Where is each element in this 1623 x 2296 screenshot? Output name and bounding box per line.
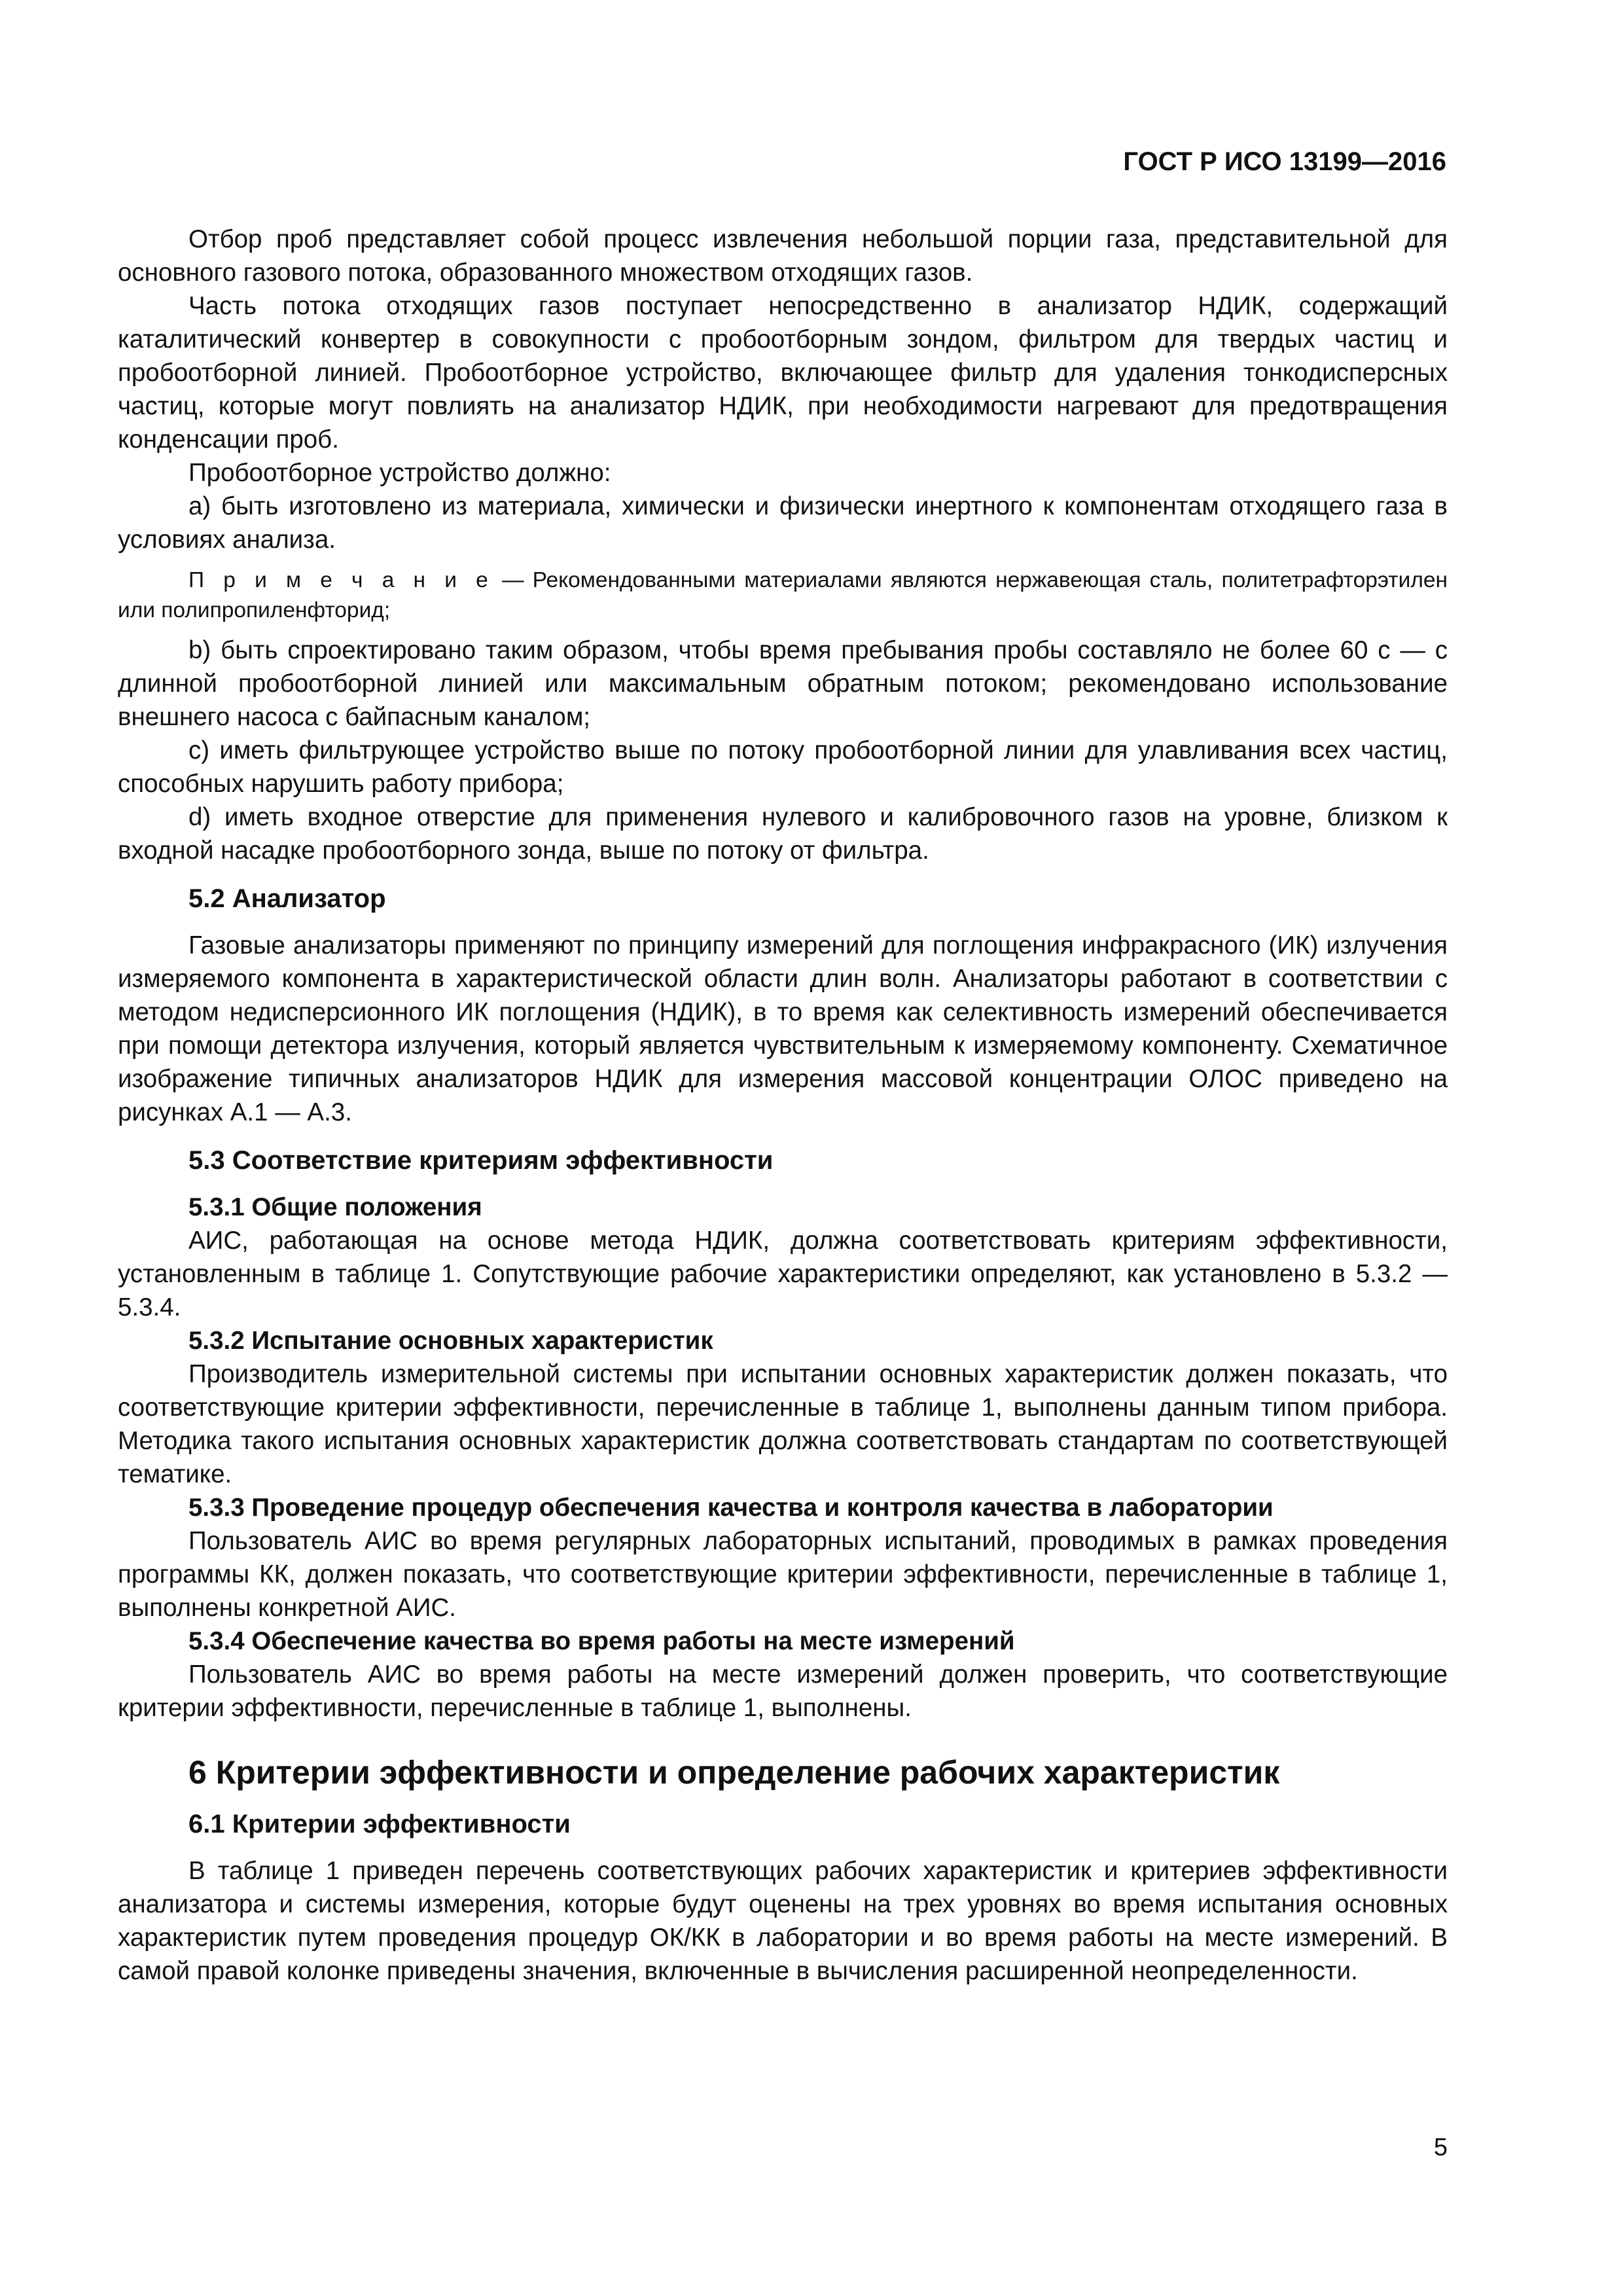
section-heading-5-3: 5.3 Соответствие критериям эффективности	[188, 1146, 774, 1175]
document-body	[118, 223, 1448, 1988]
chapter-heading-6: 6 Критерии эффективности и определение рабочих характеристик	[188, 1754, 1280, 1791]
subsection-heading-5-3-2: 5.3.2 Испытание основных характеристик	[188, 1327, 713, 1355]
note-text: — Рекомендованными материалами являются нержавеющая сталь, политетрафторэтилен или полипропиленфторид;	[118, 568, 1448, 622]
list-item-a: a) быть изготовлено из материала, химически и физически инертного к компонентам отходящего газа в условиях анализа.	[118, 492, 1448, 554]
section-heading-6-1: 6.1 Критерии эффективности	[188, 1810, 571, 1839]
subsection-heading-5-3-1: 5.3.1 Общие положения	[188, 1193, 482, 1221]
paragraph: В таблице 1 приведен перечень соответствующих рабочих характеристик и критериев эффективности анализатора и системы измерения, которые будут оценены на трех уровнях во время испытания основных характеристик путем проведения процедур ОК/КК в лаборатории и во время работы на месте измерений. В самой правой колонке приведены значения, включенные в вычисления расширенной неопределенности.	[118, 1857, 1448, 1985]
document-code-header: ГОСТ Р ИСО 13199—2016	[1123, 147, 1446, 176]
paragraph: Пользователь АИС во время работы на месте измерений должен проверить, что соответствующие критерии эффективности, перечисленные в таблице 1, выполнены.	[118, 1660, 1448, 1722]
subsection-heading-5-3-4: 5.3.4 Обеспечение качества во время работы на месте измерений	[188, 1627, 1015, 1655]
list-item-c: c) иметь фильтрующее устройство выше по потоку пробоотборной линии для улавливания всех частиц, способных нарушить работу прибора;	[118, 736, 1448, 798]
list-item-d: d) иметь входное отверстие для применения нулевого и калибровочного газов на уровне, близком к входной насадке пробоотборного зонда, выше по потоку от фильтра.	[118, 803, 1448, 865]
paragraph: АИС, работающая на основе метода НДИК, должна соответствовать критериям эффективности, установленным в таблице 1. Сопутствующие рабочие характеристики определяют, как установлено в 5.3.2 — 5.3.4.	[118, 1227, 1448, 1321]
note-label: П р и м е ч а н и е	[188, 568, 493, 592]
note	[118, 565, 1448, 626]
paragraph: Пробоотборное устройство должно:	[188, 459, 611, 487]
page-number: 5	[1433, 2134, 1448, 2161]
paragraph: Пользователь АИС во время регулярных лабораторных испытаний, проводимых в рамках проведения программы КК, должен показать, что соответствующие критерии эффективности, перечисленные в таблице 1, выполнены конкретной АИС.	[118, 1527, 1448, 1622]
paragraph: Газовые анализаторы применяют по принципу измерений для поглощения инфракрасного (ИК) излучения измеряемого компонента в характеристической области длин волн. Анализаторы работают в соответствии с методом недисперсионного ИК поглощения (НДИК), в то время как селективность измерений обеспечивается при помощи детектора излучения, который является чувствительным к измеряемому компоненту. Схематичное изображение типичных анализаторов НДИК для измерения массовой концентрации ОЛОС приведено на рисунках А.1 — А.3.	[118, 931, 1448, 1126]
list-item-b: b) быть спроектировано таким образом, чтобы время пребывания пробы составляло не более 60 с — с длинной пробоотборной линией или максимальным обратным потоком; рекомендовано использование внешнего насоса с байпасным каналом;	[118, 636, 1448, 731]
subsection-heading-5-3-3: 5.3.3 Проведение процедур обеспечения качества и контроля качества в лаборатории	[188, 1494, 1274, 1522]
paragraph: Часть потока отходящих газов поступает непосредственно в анализатор НДИК, содержащий каталитический конвертер в совокупности с пробоотборным зондом, фильтром для твердых частиц и пробоотборной линией. Пробоотборное устройство, включающее фильтр для удаления тонкодисперсных частиц, которые могут повлиять на анализатор НДИК, при необходимости нагревают для предотвращения конденсации проб.	[118, 292, 1448, 454]
paragraph: Отбор проб представляет собой процесс извлечения небольшой порции газа, представительной для основного газового потока, образованного множеством отходящих газов.	[118, 225, 1448, 287]
paragraph: Производитель измерительной системы при испытании основных характеристик должен показать, что соответствующие критерии эффективности, перечисленные в таблице 1, выполнены данным типом прибора. Методика такого испытания основных характеристик должна соответствовать стандартам по соответствующей тематике.	[118, 1360, 1448, 1488]
section-heading-5-2: 5.2 Анализатор	[188, 884, 386, 913]
